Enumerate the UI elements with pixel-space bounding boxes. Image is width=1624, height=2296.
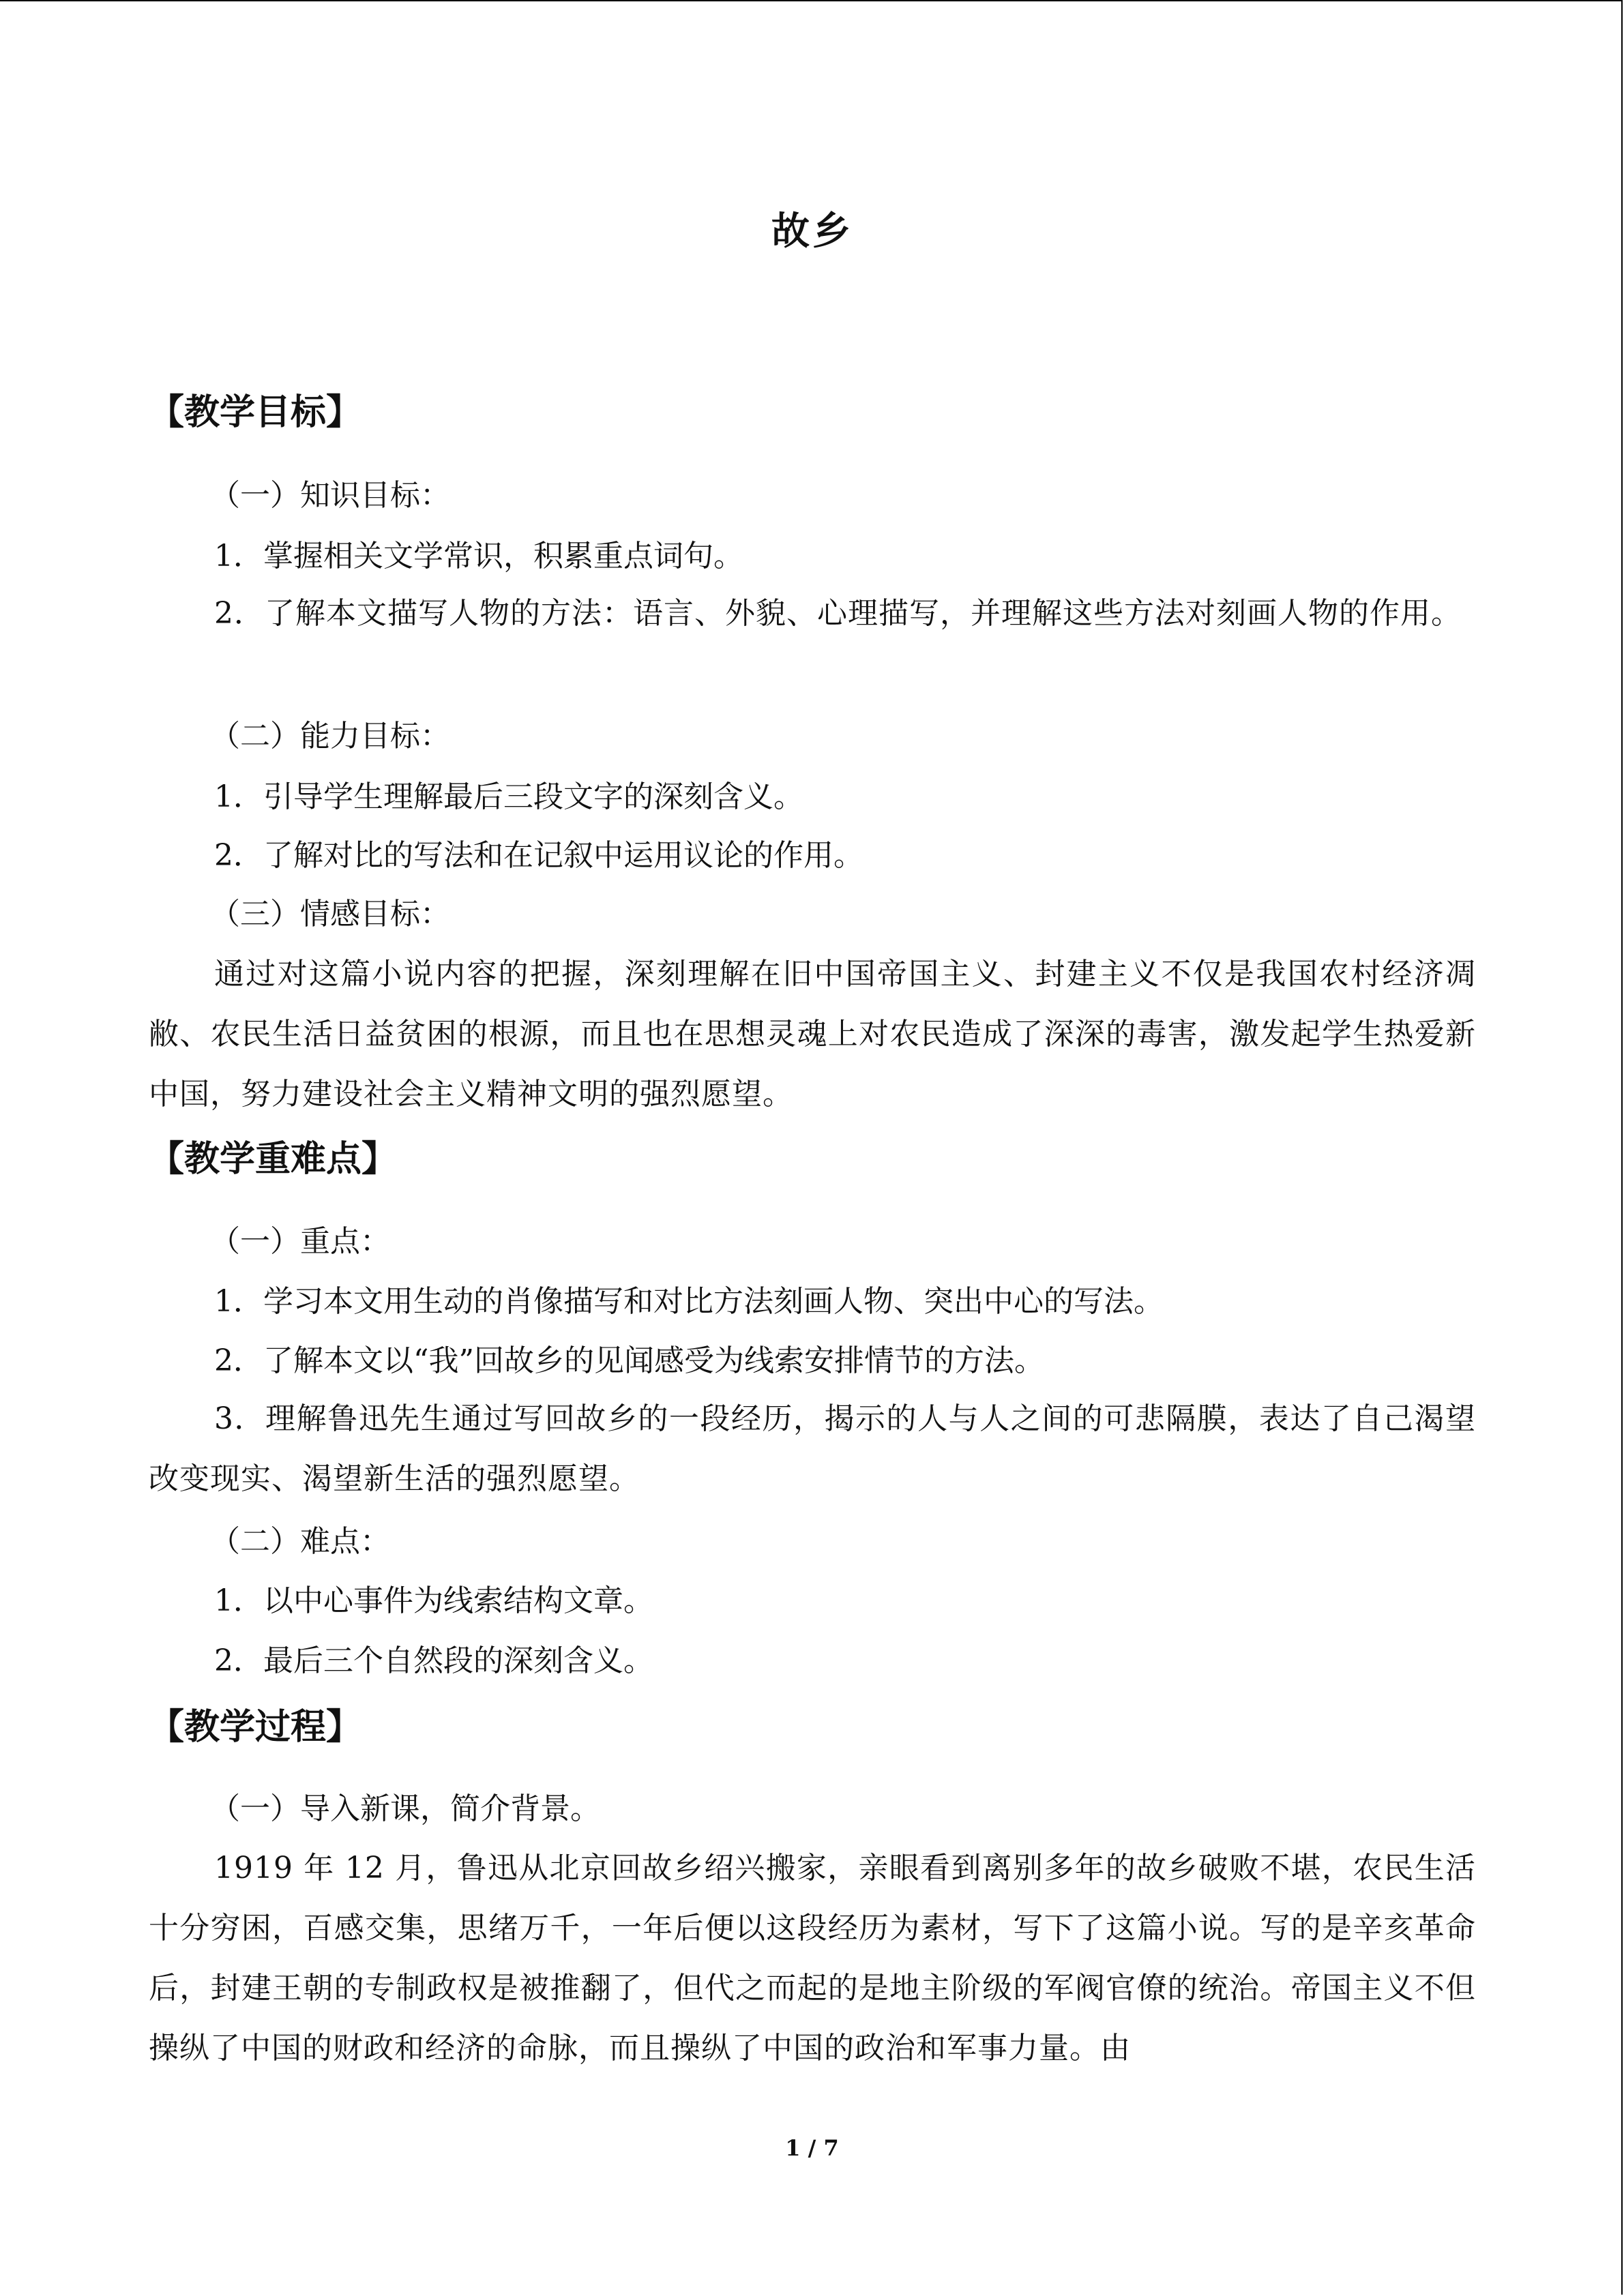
ability-goal-label: （二）能力目标： [210, 719, 450, 754]
knowledge-item-2: 2．了解本文描写人物的方法：语言、外貌、心理描写，并理解这些方法对刻画人物的作用。 [214, 596, 1462, 631]
ability-item-1: 1．引导学生理解最后三段文字的深刻含义。 [214, 779, 803, 814]
intro-text: 1919 年 12 月，鲁迅从北京回故乡绍兴搬家，亲眼看到离别多年的故乡破败不堪，农民生活十分穷困，百感交集，思绪万千，一年后便以这段经历为素材，写下了这篇小说。写的是辛亥革命后，封建王朝的专制政权是被推翻了，但代之而起的是地主阶级的军阀官僚的统治。帝国主义不但操纵了中国的财政和经济的命脉，而且操纵了中国的政治和军事力量。由 [149, 1851, 1476, 2066]
ability-item-2: 2．了解对比的写法和在记叙中运用议论的作用。 [214, 838, 863, 873]
key-item-2: 2．了解本文以“我”回故乡的见闻感受为线索安排情节的方法。 [214, 1343, 1044, 1378]
key-item-3: 3．理解鲁迅先生通过写回故乡的一段经历，揭示的人与人之间的可悲隔膜，表达了自己渴望改变现实、渴望新生活的强烈愿望。 [149, 1401, 1476, 1496]
knowledge-goal-label: （一）知识目标： [210, 478, 450, 513]
emotion-goal-label: （三）情感目标： [210, 897, 450, 931]
emotion-goal-text: 通过对这篇小说内容的把握，深刻理解在旧中国帝国主义、封建主义不仅是我国农村经济凋敝、农民生活日益贫困的根源，而且也在思想灵魂上对农民造成了深深的毒害，激发起学生热爱新中国，努力建设社会主义精神文明的强烈愿望。 [149, 957, 1476, 1112]
knowledge-item-1: 1．掌握相关文学常识，积累重点词句。 [214, 539, 743, 573]
key-item-1: 1．学习本文用生动的肖像描写和对比方法刻画人物、突出中心的写法。 [214, 1284, 1164, 1319]
heading-key-points: 【教学重难点】 [149, 1139, 398, 1180]
difficult-item-1: 1．以中心事件为线索结构文章。 [214, 1583, 653, 1618]
key-points-label: （一）重点： [210, 1224, 390, 1259]
difficult-item-2: 2．最后三个自然段的深刻含义。 [214, 1643, 653, 1678]
intro-label: （一）导入新课，简介背景。 [210, 1791, 600, 1826]
difficult-points-label: （二）难点： [210, 1524, 390, 1559]
heading-teaching-goals: 【教学目标】 [149, 392, 362, 433]
page-title: 故乡 [771, 209, 853, 254]
page-number: 1 / 7 [785, 2135, 839, 2161]
heading-teaching-process: 【教学过程】 [149, 1707, 362, 1748]
